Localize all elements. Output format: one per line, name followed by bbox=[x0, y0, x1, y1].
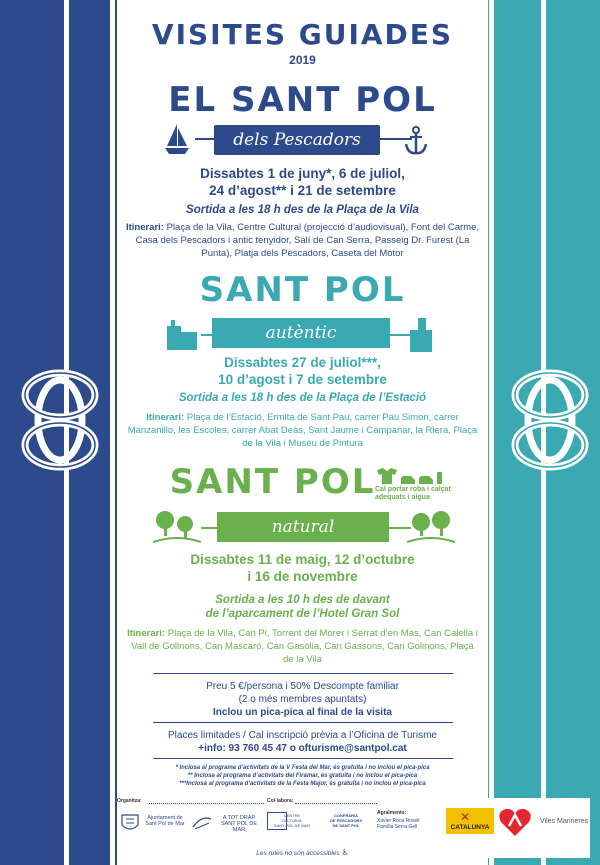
agraiments-names: Xavier Roca Rosell Família Serra Gell bbox=[377, 818, 420, 830]
section1-dates-line1: Dissabtes 1 de juny*, 6 de juliol, bbox=[200, 166, 405, 181]
anchor-icon bbox=[403, 126, 429, 156]
organitza-label: Organitza: bbox=[117, 798, 142, 804]
pricing-line1: Preu 5 €/persona i 50% Descompte familiar bbox=[206, 681, 399, 692]
section1-ribbon: dels Pescadors bbox=[214, 125, 380, 155]
footnote: ** Inclosa al programa d’activitats del Firamar, és gratuïta i no inclou el pica-pica bbox=[187, 773, 418, 779]
section1-dates-line2: 24 d’agost** i 21 de setembre bbox=[209, 183, 396, 198]
divider bbox=[153, 722, 453, 723]
org2-name: A TOT DRAP SANT POL DE MAR bbox=[220, 815, 258, 833]
poster-title: VISITES GUIADES bbox=[151, 18, 454, 51]
section2-dates-line1: Dissabtes 27 de juliol***, bbox=[224, 355, 381, 370]
clothing-note: Cal portar roba i calçat adequats i aigua bbox=[375, 486, 451, 501]
building-icon bbox=[165, 318, 199, 350]
catalunya-text: CATALUNYA bbox=[450, 824, 490, 831]
section3-ribbon: natural bbox=[217, 512, 389, 542]
right-rope-knot-icon bbox=[500, 350, 600, 490]
section1-itinerary bbox=[125, 221, 480, 260]
poster-year: 2019 bbox=[289, 53, 316, 67]
section2-itinerary bbox=[125, 411, 480, 450]
section3-departure-line2: de l’aparcament de l’Hotel Gran Sol bbox=[205, 608, 400, 620]
clothing-icon bbox=[375, 466, 445, 486]
footnote: * Inclosa al programa d’activitats de la V Festa del Mar, és gratuïta i no inclou el pica-pica bbox=[175, 765, 430, 771]
section2-dates bbox=[117, 354, 488, 388]
collab1-name: CENTRE CULTURAL SANT POL DE MAR bbox=[273, 813, 311, 828]
section3-itinerary bbox=[125, 627, 480, 666]
viles-marineres-logo-icon bbox=[498, 806, 532, 838]
pricing-line2: (2 o més membres apuntats) bbox=[238, 694, 367, 705]
section3-dates-line2: i 16 de novembre bbox=[247, 569, 358, 584]
footnotes bbox=[117, 764, 488, 788]
section3-departure bbox=[117, 593, 488, 621]
section1-departure: Sortida a les 18 h des de la Plaça de la Vila bbox=[186, 204, 419, 216]
section3-title: SANT POL bbox=[169, 462, 376, 502]
section2-title: SANT POL bbox=[199, 270, 406, 310]
itinerary-label: Itinerari: bbox=[127, 628, 166, 639]
wheelchair-icon: ♿ bbox=[341, 848, 349, 857]
catalunya-logo bbox=[446, 808, 494, 834]
agraiments-label: Agraïments: bbox=[377, 810, 407, 816]
divider bbox=[153, 758, 453, 759]
pricing-line3: Inclou un pica-pica al final de la visita bbox=[213, 707, 392, 718]
a-tot-drap-logo-icon bbox=[191, 813, 213, 831]
section2-dates-line2: 10 d’agost i 7 de setembre bbox=[218, 372, 387, 387]
divider bbox=[153, 673, 453, 674]
booking-line2: +info: 93 760 45 47 o ofturisme@santpol.cat bbox=[198, 743, 407, 754]
trees-icon bbox=[153, 510, 201, 546]
section2-departure: Sortida a les 18 h des de la Plaça de l’Estació bbox=[178, 392, 427, 404]
trees-icon bbox=[407, 510, 455, 546]
catalunya-mark-icon: ✕ bbox=[460, 810, 471, 824]
ajuntament-logo-icon bbox=[121, 813, 139, 833]
itinerary-label: Itinerari: bbox=[125, 222, 164, 233]
poster-content bbox=[117, 0, 488, 865]
footnote: ***Inclosa al programa d’activitats de la Festa Major, és gratuïta i no inclou el pica-pica bbox=[179, 781, 426, 787]
section2-ribbon: autèntic bbox=[212, 318, 390, 348]
divider bbox=[149, 803, 264, 804]
org1-name: Ajuntament de Sant Pol de Mar bbox=[145, 815, 185, 827]
right-band-stripe bbox=[489, 0, 494, 865]
section3-dates bbox=[117, 551, 488, 585]
itinerary-label: Itinerari: bbox=[146, 412, 185, 423]
booking-line1: Places limitades / Cal inscripció prèvia a l’Oficina de Turisme bbox=[168, 730, 437, 741]
sailboat-icon bbox=[163, 122, 191, 156]
section3-departure-line1: Sortida a les 10 h des de davant bbox=[215, 594, 390, 606]
section3-dates-line1: Dissabtes 11 de maig, 12 d’octubre bbox=[190, 552, 415, 567]
collab2-name: CONFRARIA DE PESCADORS DE SANT POL bbox=[329, 813, 362, 828]
section1-title: EL SANT POL bbox=[168, 80, 437, 120]
itinerary-text: Plaça de la Vila, Centre Cultural (projecció d’audiovisual), Font del Carme, Casa dels Pescadors i antic tenyidor, Salí de Can Serra, Passeig Dr. Furest (La Punta), Platja dels Pescadors, Caseta del Motor bbox=[135, 222, 480, 259]
section1-dates bbox=[117, 165, 488, 199]
divider bbox=[295, 803, 377, 804]
col-labora-label: Col·labora: bbox=[267, 798, 294, 804]
church-icon bbox=[406, 316, 436, 352]
itinerary-text: Plaça de la Vila, Can Pi, Torrent del Morer i Serrat d’en Mas, Can Calella i Vall de Golinons, Can Mascaró, Can Gasòlia, Can Gassons, Can Golinons, Plaça de la Vila bbox=[131, 628, 478, 665]
booking bbox=[117, 729, 488, 755]
itinerary-text: Plaça de l’Estació, Ermita de Sant Pau, carrer Pau Simon, carrer Manzanillo, les Escoles, carrer Abat Deàs, Sant Jaume i Campanar, la Riera, Plaça de la Vila i Museu de Pintura bbox=[127, 412, 478, 449]
left-band-stripe bbox=[110, 0, 115, 865]
viles-marineres-text: Viles Marineres bbox=[540, 818, 589, 825]
accessibility-text: Les rutes no són accessibles bbox=[256, 850, 340, 857]
pricing bbox=[117, 680, 488, 719]
